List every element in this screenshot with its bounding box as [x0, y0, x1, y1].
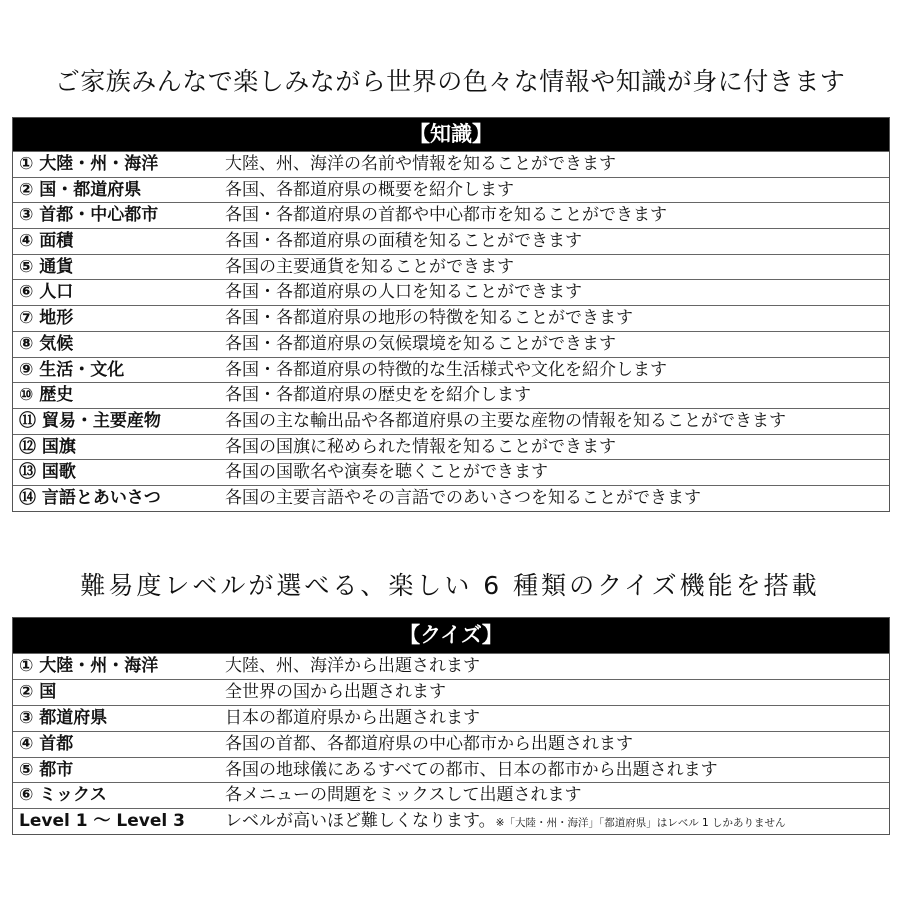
row-label: ⑭ 言語とあいさつ — [19, 487, 161, 508]
description-text: 各国・各都道府県の人口を知ることができます — [225, 282, 582, 303]
description-text: 各国の国歌名や演奏を聴くことができます — [225, 462, 548, 483]
table-row — [13, 434, 889, 460]
row-label: ⑫ 国旗 — [19, 436, 76, 457]
table-row — [13, 254, 889, 280]
knowledge-table — [12, 117, 890, 512]
row-label: ① 大陸・州・海洋 — [19, 656, 159, 676]
description-text: レベルが高いほど難しくなります。 — [225, 811, 496, 832]
table-row — [13, 808, 889, 834]
row-description — [225, 783, 889, 808]
description-text: 各国・各都道府県の特徴的な生活様式や文化を紹介します — [225, 359, 667, 380]
table-row — [13, 279, 889, 305]
row-label: ⑨ 生活・文化 — [19, 359, 125, 380]
row-description — [225, 255, 889, 280]
row-description — [225, 178, 889, 203]
table-row — [13, 305, 889, 331]
row-description — [225, 306, 889, 331]
table-row — [13, 757, 889, 783]
description-text: 各国の地球儀にあるすべての都市、日本の都市から出題されます — [225, 759, 718, 780]
description-text: 各国・各都道府県の気候環境を知ることができます — [225, 333, 616, 354]
row-description — [225, 758, 889, 783]
table-row — [13, 228, 889, 254]
description-text: 各メニューの問題をミックスして出題されます — [225, 785, 582, 806]
description-text: 各国・各都道府県の地形の特徴を知ることができます — [225, 308, 633, 329]
quiz-table-title: 【クイズ】 — [13, 618, 889, 653]
description-text: 日本の都道府県から出題されます — [225, 707, 480, 728]
row-label: ④ 面積 — [19, 231, 74, 252]
knowledge-heading: ご家族みんなで楽しみながら世界の色々な情報や知識が身に付きます — [54, 67, 846, 96]
quiz-heading: 難易度レベルが選べる、楽しい 6 種類のクイズ機能を搭載 — [80, 571, 820, 600]
row-description — [225, 229, 889, 254]
knowledge-table-title: 【知識】 — [13, 118, 889, 151]
row-label: Level 1 ～ Level 3 — [19, 811, 185, 832]
description-text: 各国の主要通貨を知ることができます — [225, 256, 514, 277]
description-text: 各国の首都、各都道府県の中心都市から出題されます — [225, 733, 633, 754]
quiz-table — [12, 617, 890, 835]
row-description — [225, 809, 889, 834]
table-row — [13, 679, 889, 705]
row-description — [225, 280, 889, 305]
row-label: ② 国・都道府県 — [19, 179, 142, 200]
table-row — [13, 151, 889, 177]
row-label: ④ 首都 — [19, 733, 74, 754]
table-row — [13, 731, 889, 757]
description-text: 各国の国旗に秘められた情報を知ることができます — [225, 436, 616, 457]
row-description — [225, 460, 889, 485]
description-text: 各国・各都道府県の面積を知ることができます — [225, 231, 582, 252]
description-text: 各国の主な輸出品や各都道府県の主要な産物の情報を知ることができます — [225, 410, 786, 431]
row-description — [225, 358, 889, 383]
description-text: 各国の主要言語やその言語でのあいさつを知ることができます — [225, 487, 701, 508]
row-description — [225, 732, 889, 757]
table-row — [13, 177, 889, 203]
row-label: ① 大陸・州・海洋 — [19, 154, 159, 174]
row-description — [225, 203, 889, 228]
table-row — [13, 357, 889, 383]
table-row — [13, 459, 889, 485]
row-label: ⑥ 人口 — [19, 282, 74, 303]
table-row — [13, 202, 889, 228]
row-label: ⑤ 通貨 — [19, 256, 74, 277]
row-description — [225, 486, 889, 511]
description-text: 各国、各都道府県の概要を紹介します — [225, 179, 514, 200]
row-label: ③ 首都・中心都市 — [19, 205, 159, 226]
row-label: ③ 都道府県 — [19, 707, 108, 728]
row-label: ⑧ 気候 — [19, 333, 74, 354]
description-text: 大陸、州、海洋から出題されます — [225, 656, 480, 676]
description-text: 全世界の国から出題されます — [225, 681, 446, 702]
description-text: 大陸、州、海洋の名前や情報を知ることができます — [225, 154, 616, 174]
row-description — [225, 654, 889, 679]
row-description — [225, 409, 889, 434]
row-label: ⑦ 地形 — [19, 308, 74, 329]
row-description — [225, 706, 889, 731]
table-row — [13, 331, 889, 357]
row-description — [225, 680, 889, 705]
row-label: ⑬ 国歌 — [19, 462, 76, 483]
description-text: 各国・各都道府県の首都や中心都市を知ることができます — [225, 205, 667, 226]
table-row — [13, 782, 889, 808]
row-description — [225, 332, 889, 357]
table-row — [13, 485, 889, 511]
table-row — [13, 653, 889, 679]
row-description — [225, 152, 889, 177]
table-row — [13, 705, 889, 731]
row-label: ⑥ ミックス — [19, 785, 107, 806]
row-label: ⑤ 都市 — [19, 759, 74, 780]
table-row — [13, 382, 889, 408]
description-text: 各国・各都道府県の歴史をを紹介します — [225, 385, 531, 406]
row-label: ⑪ 貿易・主要産物 — [19, 410, 161, 431]
row-label: ② 国 — [19, 681, 57, 702]
row-label: ⑩ 歴史 — [19, 385, 74, 406]
table-row — [13, 408, 889, 434]
row-description — [225, 435, 889, 460]
footnote: ※「大陸・州・海洋」「都道府県」はレベル 1 しかありません — [495, 817, 786, 830]
row-description — [225, 383, 889, 408]
